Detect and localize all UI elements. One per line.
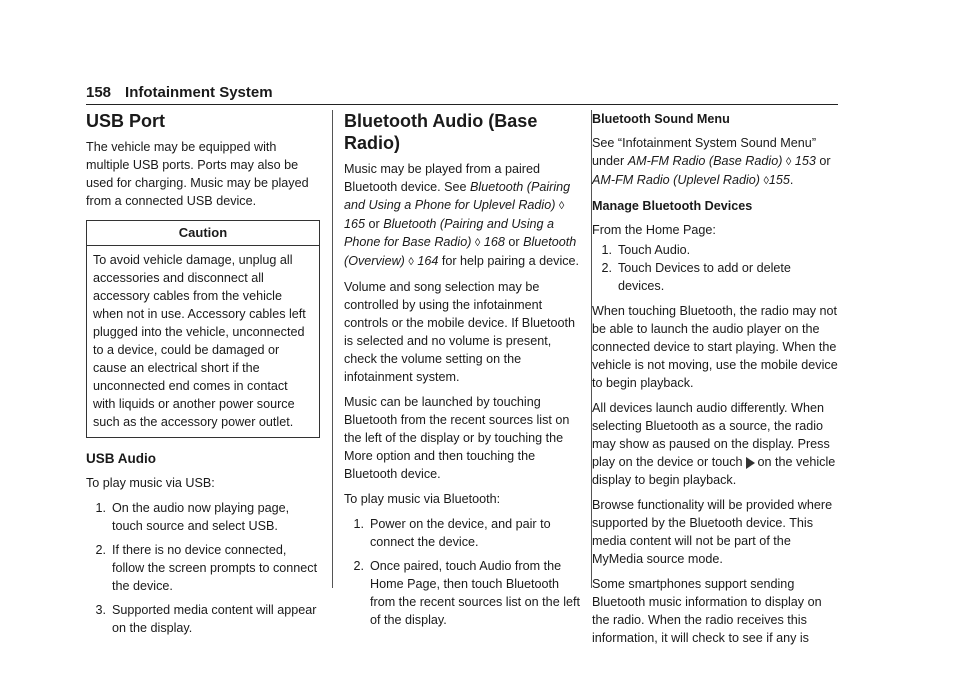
bluetooth-audio-p4: To play music via Bluetooth:	[344, 492, 501, 506]
page-ref[interactable]: 153	[794, 154, 816, 168]
page-ref-icon: ◊	[763, 175, 769, 187]
manage-steps	[592, 241, 838, 295]
column-divider	[332, 110, 333, 588]
smartphones-text: Some smartphones support sending Bluetooth music information to display on the radio. When the radio receives this information, it will check to see if any is	[592, 577, 822, 645]
bluetooth-audio-p3: Music can be launched by touching Bluetooth from the recent sources list on the left of the display or by touching the More option and then touching the Bluetooth device.	[344, 395, 570, 481]
when-touching-text: When touching Bluetooth, the radio may not be able to launch the audio player on the connected device to start playing. When the vehicle is not moving, use the mobile device to begin playback.	[592, 304, 838, 390]
page-ref[interactable]: 155	[768, 173, 790, 187]
usb-audio-intro: To play music via USB:	[86, 476, 215, 490]
bluetooth-audio-p1: Music may be played from a paired Bluetooth device. See Bluetooth (Pairing and Using a Phone for Uplevel Radio) ◊ 165 or Bluetooth (Pairing and Using a Phone for Base Radio) ◊ 168 or Bluetooth (Overview) ◊ 164 for help pairing a device.	[344, 162, 580, 268]
usb-steps	[86, 499, 320, 637]
column-bluetooth-audio	[344, 110, 580, 636]
play-icon	[746, 457, 755, 469]
bluetooth-audio-p2: Volume and song selection may be controlled by using the infotainment controls or the mobile device. If Bluetooth is selected and no volume is present, check the volume setting on the infotainment system.	[344, 280, 576, 384]
link-bt-base[interactable]: Bluetooth (Pairing and Using a Phone for Base Radio)	[344, 217, 555, 249]
link-amfm-base[interactable]: AM-FM Radio (Base Radio)	[627, 154, 783, 168]
list-item: 3. Supported media content will appear on the display.	[95, 603, 317, 635]
bluetooth-sound-menu-heading: Bluetooth Sound Menu	[592, 112, 730, 126]
sound-menu-text: See “Infotainment System Sound Menu” under AM-FM Radio (Base Radio) ◊ 153 or AM-FM Radio (Uplevel Radio) ◊155.	[592, 136, 831, 187]
manage-devices-heading: Manage Bluetooth Devices	[592, 199, 753, 213]
link-bt-overview[interactable]: Bluetooth (Overview)	[344, 235, 577, 268]
usb-port-intro: The vehicle may be equipped with multiple USB ports. Ports may also be used for charging. Music may be played from a connected USB device.	[86, 140, 309, 208]
manage-intro: From the Home Page:	[592, 223, 716, 237]
list-item: 1. Touch Audio.	[601, 243, 691, 257]
column-bluetooth-menu	[592, 110, 838, 654]
section-title: Infotainment System	[125, 84, 273, 101]
list-item: 2. If there is no device connected, follow the screen prompts to connect the device.	[95, 543, 318, 593]
page-number: 158	[86, 84, 112, 101]
caution-box	[86, 220, 320, 438]
caution-text: To avoid vehicle damage, unplug all accessories and disconnect all accessory cables from the vehicle when not in use. Accessory cables left plugged into the vehicle, unconnected to a device, could be damaged or cause an electrical short if the unconnected end comes in contact with liquids or another power source such as the accessory power outlet.	[93, 253, 306, 429]
caution-title: Caution	[87, 221, 319, 246]
list-item: 1. Power on the device, and pair to connect the device.	[353, 517, 551, 549]
link-bt-uplevel[interactable]: Bluetooth (Pairing and Using a Phone for Uplevel Radio)	[344, 180, 571, 212]
list-item: 2. Once paired, touch Audio from the Home Page, then touch Bluetooth from the recent sources list on the left of the display.	[353, 559, 580, 627]
usb-audio-heading: USB Audio	[86, 451, 156, 466]
page-ref[interactable]: 165	[344, 217, 366, 231]
bluetooth-audio-heading: Bluetooth Audio (Base Radio)	[344, 111, 538, 153]
bluetooth-steps	[344, 515, 580, 629]
page-ref[interactable]: 164	[417, 254, 439, 268]
all-devices-text: All devices launch audio differently. When selecting Bluetooth as a source, the radio may show as paused on the display. Press play on the device or touch on the vehicle display to begin playback.	[592, 401, 836, 487]
page-header	[86, 84, 838, 105]
page-ref-icon: ◊	[558, 200, 565, 212]
browse-text: Browse functionality will be provided where supported by the Bluetooth device. This media content will not be part of the MyMedia source mode.	[592, 498, 833, 566]
page-ref-icon: ◊	[785, 156, 792, 168]
list-item: 1. On the audio now playing page, touch source and select USB.	[95, 501, 290, 533]
usb-port-heading: USB Port	[86, 111, 166, 131]
page-ref-icon: ◊	[408, 256, 414, 268]
column-usb-port	[86, 110, 320, 644]
page-ref-icon: ◊	[474, 237, 481, 249]
page-ref[interactable]: 168	[483, 235, 505, 249]
link-amfm-uplevel[interactable]: AM-FM Radio (Uplevel Radio)	[592, 173, 760, 187]
list-item: 2. Touch Devices to add or delete devices.	[601, 261, 791, 293]
